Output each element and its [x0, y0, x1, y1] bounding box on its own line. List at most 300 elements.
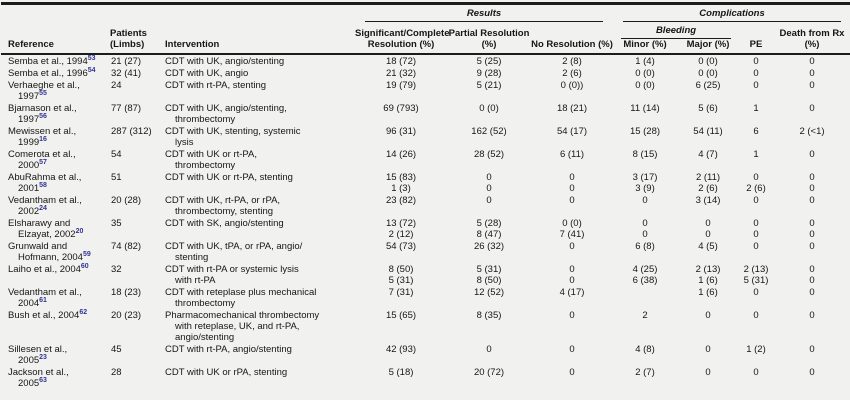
cell-minor-bleeding	[613, 102, 677, 125]
cell-line: 6 (38)	[632, 275, 658, 286]
cell-line: 54 (17)	[556, 126, 588, 137]
group-header-complications-label: Complications	[623, 8, 841, 22]
cell-death-from-rx	[773, 366, 850, 389]
cell-line: 20 (72)	[473, 367, 505, 378]
cell-line: 0	[809, 264, 815, 275]
table-row	[1, 148, 850, 171]
cell-line: 32 (41)	[111, 68, 142, 79]
cell-major-bleeding	[677, 343, 739, 366]
cell-reference	[1, 148, 105, 171]
column-header-partial-resolution: Partial Resolution (%)	[448, 28, 530, 50]
cell-line: 8 (47)	[476, 229, 502, 240]
cell-line: 0	[486, 172, 492, 183]
cell-death-from-rx	[773, 148, 850, 171]
cell-intervention	[163, 125, 355, 148]
cell-intervention	[163, 54, 355, 67]
cell-line: 0	[753, 218, 759, 229]
cell-line: 5 (31)	[743, 275, 769, 286]
cell-line: 7 (31)	[388, 287, 414, 298]
cell-line: 11 (14)	[630, 103, 660, 114]
cell-line: 0	[809, 310, 815, 321]
cell-death-from-rx	[773, 217, 850, 240]
cell-reference	[1, 240, 105, 263]
cell-partial-resolution	[447, 67, 531, 79]
cell-partial-resolution	[447, 79, 531, 102]
cell-minor-bleeding	[613, 263, 677, 286]
citation-link[interactable]: 60	[80, 262, 89, 270]
cell-no-resolution	[531, 286, 613, 309]
cell-major-bleeding	[677, 286, 739, 309]
citation-link[interactable]: 16	[39, 135, 47, 143]
cell-patients-limbs	[105, 67, 163, 79]
cell-line: 0	[809, 344, 815, 355]
table-row	[1, 54, 850, 67]
cell-partial-resolution	[447, 240, 531, 263]
reference-line: Verhaeghe et al.,	[8, 80, 80, 91]
cell-line: 5 (31)	[388, 275, 414, 286]
cell-partial-resolution	[447, 343, 531, 366]
citation-link[interactable]: 56	[39, 112, 47, 120]
cell-partial-resolution	[447, 366, 531, 389]
column-header-reference: Reference	[8, 39, 54, 50]
table-row	[1, 67, 850, 79]
cell-death-from-rx	[773, 171, 850, 194]
cell-line: 2 (12)	[388, 229, 414, 240]
reference-line: 1997$^{55}$	[18, 89, 47, 102]
cell-line: 28 (52)	[473, 149, 505, 160]
cell-patients-limbs	[105, 309, 163, 343]
cell-line: 5 (25)	[476, 56, 502, 67]
cell-line: 0	[642, 195, 648, 206]
cell-patients-limbs	[105, 366, 163, 389]
cell-pe	[739, 148, 773, 171]
cell-line: 0	[705, 218, 711, 229]
cell-reference	[1, 54, 105, 67]
cell-line: 287 (312)	[111, 126, 152, 137]
reference-line: 2000$^{57}$	[18, 158, 47, 171]
cell-line: 1 (3)	[391, 183, 411, 194]
cell-pe	[739, 343, 773, 366]
cell-line: 0	[753, 287, 759, 298]
citation-link[interactable]: 53	[87, 54, 96, 62]
cell-significant-resolution	[355, 217, 447, 240]
reference-line: Vedantham et al.,	[8, 287, 82, 298]
cell-line: 1 (4)	[635, 56, 655, 67]
cell-line: 2 (6)	[746, 183, 766, 194]
cell-line: 2 (8)	[562, 56, 582, 67]
cell-intervention	[163, 263, 355, 286]
cell-line: CDT with reteplase plus mechanical	[165, 287, 317, 298]
cell-reference	[1, 217, 105, 240]
cell-line: 0	[569, 183, 575, 194]
reference-line: 2005$^{23}$	[18, 353, 47, 366]
cell-minor-bleeding	[613, 343, 677, 366]
cell-line: 42 (93)	[385, 344, 417, 355]
cell-minor-bleeding	[613, 240, 677, 263]
cell-line: 0	[753, 241, 759, 252]
cell-minor-bleeding	[613, 217, 677, 240]
cell-minor-bleeding	[613, 125, 677, 148]
cell-line: 0 (0)	[635, 80, 655, 91]
cell-death-from-rx	[773, 286, 850, 309]
cell-line	[613, 287, 677, 298]
cell-line: 1 (6)	[698, 275, 718, 286]
cell-minor-bleeding	[613, 171, 677, 194]
cell-line: 0	[809, 183, 815, 194]
cell-partial-resolution	[447, 102, 531, 125]
cell-reference	[1, 263, 105, 286]
table-row	[1, 343, 850, 366]
cell-major-bleeding	[677, 309, 739, 343]
reference-line: 2002$^{24}$	[18, 204, 47, 217]
cell-significant-resolution	[355, 240, 447, 263]
cell-intervention	[163, 67, 355, 79]
cell-major-bleeding	[677, 148, 739, 171]
cell-partial-resolution	[447, 286, 531, 309]
study-table-body	[1, 54, 850, 389]
table-row	[1, 309, 850, 343]
cell-line: 0	[809, 229, 815, 240]
cell-no-resolution	[531, 54, 613, 67]
cell-line: 0	[753, 229, 759, 240]
reference-line: Comerota et al.,	[8, 149, 76, 160]
column-header-minor-bleeding: Minor (%)	[623, 39, 667, 50]
cell-line: 18 (21)	[556, 103, 588, 114]
cell-reference	[1, 171, 105, 194]
cell-partial-resolution	[447, 194, 531, 217]
reference-line: Semba et al., 1994$^{53}$	[8, 54, 96, 67]
table-row	[1, 79, 850, 102]
cell-line: 6 (8)	[635, 241, 655, 252]
cell-line: CDT with UK or rt-PA,	[165, 149, 258, 160]
cell-patients-limbs	[105, 125, 163, 148]
cell-significant-resolution	[355, 309, 447, 343]
cell-patients-limbs	[105, 171, 163, 194]
table-row	[1, 194, 850, 217]
cell-line: 6 (25)	[695, 80, 721, 91]
cell-intervention	[163, 366, 355, 389]
citation-link[interactable]: 23	[39, 353, 47, 361]
cell-pe	[739, 54, 773, 67]
cell-line: 5 (18)	[388, 367, 414, 378]
cell-line: 0	[569, 264, 575, 275]
cell-line: 1 (2)	[746, 344, 766, 355]
table-row	[1, 125, 850, 148]
cell-line: 0	[809, 80, 815, 91]
reference-line: Hofmann, 2004$^{59}$	[18, 250, 91, 263]
cell-death-from-rx	[773, 67, 850, 79]
cell-major-bleeding	[677, 54, 739, 67]
cell-intervention	[163, 240, 355, 263]
cell-death-from-rx	[773, 309, 850, 343]
cell-patients-limbs	[105, 263, 163, 286]
cell-line: 51	[111, 172, 122, 183]
cell-line: 0	[809, 241, 815, 252]
cell-line: 1	[753, 149, 759, 160]
cell-line: CDT with UK, angio/stenting,	[165, 103, 287, 114]
cell-line: stenting	[175, 252, 209, 263]
group-header-bleeding-label: Bleeding	[621, 25, 731, 39]
cell-death-from-rx	[773, 343, 850, 366]
cell-no-resolution	[531, 217, 613, 240]
cell-reference	[1, 125, 105, 148]
cell-line: 0 (0))	[560, 80, 584, 91]
reference-line: Mewissen et al.,	[8, 126, 77, 137]
cell-line: 20 (23)	[111, 310, 142, 321]
cell-significant-resolution	[355, 366, 447, 389]
cell-line: 18 (72)	[385, 56, 417, 67]
cell-patients-limbs	[105, 217, 163, 240]
cell-major-bleeding	[677, 102, 739, 125]
reference-line: Grunwald and	[8, 241, 68, 252]
cell-partial-resolution	[447, 217, 531, 240]
cell-line: 45	[111, 344, 122, 355]
cell-minor-bleeding	[613, 366, 677, 389]
group-header-bleeding	[613, 22, 739, 39]
cell-significant-resolution	[355, 343, 447, 366]
cell-death-from-rx	[773, 240, 850, 263]
cell-significant-resolution	[355, 67, 447, 79]
cell-line: 0	[569, 195, 575, 206]
column-header-significant-resolution: Significant/Complete Resolution (%)	[355, 28, 450, 50]
cell-line: 0	[809, 56, 815, 67]
cell-no-resolution	[531, 79, 613, 102]
cell-line: 0	[753, 80, 759, 91]
group-header-results	[355, 4, 613, 23]
cell-line: 1 (6)	[698, 287, 718, 298]
cell-major-bleeding	[677, 67, 739, 79]
cell-patients-limbs	[105, 102, 163, 125]
cell-line: 2 (13)	[695, 264, 721, 275]
reference-line: Semba et al., 1996$^{54}$	[8, 66, 96, 79]
study-results-table	[1, 2, 850, 389]
cell-line: 0	[486, 195, 492, 206]
cell-pe	[739, 67, 773, 79]
cell-major-bleeding	[677, 194, 739, 217]
reference-line: Jackson et al.,	[8, 367, 69, 378]
cell-no-resolution	[531, 67, 613, 79]
cell-significant-resolution	[355, 148, 447, 171]
cell-line: 5 (28)	[476, 218, 502, 229]
cell-line: angio/stenting	[175, 332, 235, 343]
column-header-pe: PE	[749, 39, 763, 50]
cell-minor-bleeding	[613, 79, 677, 102]
cell-intervention	[163, 217, 355, 240]
cell-reference	[1, 102, 105, 125]
reference-line: Vedantham et al.,	[8, 195, 82, 206]
cell-patients-limbs	[105, 148, 163, 171]
cell-pe	[739, 286, 773, 309]
cell-line: with reteplase, UK, and rt-PA,	[175, 321, 300, 332]
cell-reference	[1, 79, 105, 102]
cell-line: 4 (17)	[559, 287, 585, 298]
cell-line: thrombectomy	[175, 114, 236, 125]
citation-link[interactable]: 59	[82, 250, 91, 258]
cell-minor-bleeding	[613, 194, 677, 217]
cell-line: 35	[111, 218, 122, 229]
cell-line: CDT with UK, rt-PA, or rPA,	[165, 195, 281, 206]
cell-line: CDT with UK, stenting, systemic	[165, 126, 301, 137]
cell-line: 0	[809, 367, 815, 378]
reference-line: 1999$^{16}$	[18, 135, 47, 148]
cell-line: 0	[569, 275, 575, 286]
cell-line: 12 (52)	[473, 287, 505, 298]
cell-line: thrombectomy	[175, 160, 236, 171]
cell-line: 4 (8)	[635, 344, 655, 355]
table-row	[1, 102, 850, 125]
cell-death-from-rx	[773, 102, 850, 125]
cell-minor-bleeding	[613, 54, 677, 67]
cell-patients-limbs	[105, 240, 163, 263]
cell-line: 3 (9)	[635, 183, 655, 194]
column-header-intervention: Intervention	[165, 39, 220, 50]
cell-line: CDT with UK, angio	[165, 68, 249, 79]
cell-line: 0	[809, 68, 815, 79]
reference-line: Elzayat, 2002$^{20}$	[18, 227, 84, 240]
citation-link[interactable]: 63	[39, 376, 47, 384]
cell-line: 0	[753, 68, 759, 79]
citation-link[interactable]: 24	[39, 204, 47, 212]
citation-link[interactable]: 55	[39, 89, 47, 97]
cell-pe	[739, 366, 773, 389]
cell-reference	[1, 366, 105, 389]
cell-line: 0	[486, 183, 492, 194]
cell-line: 0	[753, 172, 759, 183]
cell-line: thrombectomy, stenting	[175, 206, 274, 217]
cell-line: lysis	[175, 137, 194, 148]
column-header-patients: Patients (Limbs)	[110, 28, 147, 50]
table-row	[1, 366, 850, 389]
cell-line: 2 (7)	[635, 367, 655, 378]
cell-no-resolution	[531, 309, 613, 343]
cell-major-bleeding	[677, 79, 739, 102]
citation-link[interactable]: 58	[39, 181, 47, 189]
cell-partial-resolution	[447, 263, 531, 286]
citation-link[interactable]: 61	[39, 296, 47, 304]
column-header-no-resolution: No Resolution (%)	[531, 39, 613, 50]
cell-line: 8 (35)	[476, 310, 502, 321]
cell-significant-resolution	[355, 54, 447, 67]
cell-major-bleeding	[677, 171, 739, 194]
cell-line: 0	[486, 344, 492, 355]
cell-patients-limbs	[105, 194, 163, 217]
cell-line: 0	[753, 195, 759, 206]
cell-line: 96 (31)	[385, 126, 417, 137]
cell-line: 4 (7)	[698, 149, 718, 160]
cell-line: 0	[809, 218, 815, 229]
cell-line: 13 (72)	[385, 218, 417, 229]
cell-line: 0	[809, 195, 815, 206]
reference-line: 1997$^{56}$	[18, 112, 47, 125]
cell-line: 14 (26)	[385, 149, 417, 160]
cell-intervention	[163, 286, 355, 309]
cell-no-resolution	[531, 366, 613, 389]
cell-minor-bleeding	[613, 67, 677, 79]
cell-line: thrombectomy	[175, 298, 236, 309]
cell-line: 162 (52)	[471, 126, 507, 137]
cell-line: 0	[705, 367, 711, 378]
cell-line: Pharmacomechanical thrombectomy	[165, 310, 320, 321]
cell-reference	[1, 194, 105, 217]
reference-line: Bjarnason et al.,	[8, 103, 77, 114]
cell-line: 0	[809, 149, 815, 160]
cell-line: 0	[809, 172, 815, 183]
reference-line: 2004$^{61}$	[18, 296, 47, 309]
cell-line: 0	[642, 218, 648, 229]
cell-line: CDT with UK or rt-PA, stenting	[165, 172, 293, 183]
cell-death-from-rx	[773, 54, 850, 67]
cell-line: 19 (79)	[385, 80, 417, 91]
table-row	[1, 171, 850, 194]
cell-reference	[1, 67, 105, 79]
citation-link[interactable]: 54	[87, 66, 96, 74]
cell-death-from-rx	[773, 125, 850, 148]
cell-intervention	[163, 148, 355, 171]
cell-major-bleeding	[677, 263, 739, 286]
cell-no-resolution	[531, 125, 613, 148]
cell-line: 2 (<1)	[799, 126, 825, 137]
cell-line: 23 (82)	[385, 195, 417, 206]
citation-link[interactable]: 20	[75, 227, 84, 235]
cell-line: 32	[111, 264, 122, 275]
citation-link[interactable]: 57	[39, 158, 47, 166]
cell-partial-resolution	[447, 148, 531, 171]
cell-line: 77 (87)	[111, 103, 142, 114]
cell-line: 5 (6)	[698, 103, 718, 114]
cell-line: 21 (27)	[111, 56, 142, 67]
cell-major-bleeding	[677, 366, 739, 389]
table-row	[1, 217, 850, 240]
cell-line: 0	[753, 56, 759, 67]
cell-line: 0	[705, 229, 711, 240]
cell-line: 8 (50)	[476, 275, 502, 286]
cell-no-resolution	[531, 102, 613, 125]
cell-no-resolution	[531, 263, 613, 286]
cell-line: 0	[753, 310, 759, 321]
cell-line: 2 (6)	[698, 183, 718, 194]
reference-line: Bush et al., 2004$^{62}$	[8, 308, 88, 321]
citation-link[interactable]: 62	[79, 308, 88, 316]
cell-line: 0 (0)	[698, 68, 718, 79]
cell-line: 0	[569, 310, 575, 321]
cell-line: with rt-PA	[175, 275, 216, 286]
cell-line: 0	[705, 344, 711, 355]
group-header-results-label: Results	[365, 8, 603, 22]
cell-line: CDT with rt-PA or systemic lysis	[165, 264, 299, 275]
cell-significant-resolution	[355, 286, 447, 309]
cell-reference	[1, 309, 105, 343]
cell-reference	[1, 343, 105, 366]
cell-line: 0	[809, 103, 815, 114]
cell-pe	[739, 309, 773, 343]
table-header	[1, 4, 850, 55]
cell-line: 0 (0)	[698, 56, 718, 67]
cell-no-resolution	[531, 240, 613, 263]
cell-line: 0	[569, 344, 575, 355]
cell-line: 15 (83)	[385, 172, 417, 183]
reference-line: AbuRahma et al.,	[8, 172, 82, 183]
cell-significant-resolution	[355, 125, 447, 148]
cell-major-bleeding	[677, 240, 739, 263]
table-row	[1, 263, 850, 286]
cell-line: 4 (5)	[698, 241, 718, 252]
cell-patients-limbs	[105, 79, 163, 102]
cell-significant-resolution	[355, 79, 447, 102]
cell-significant-resolution	[355, 102, 447, 125]
cell-line: 0	[569, 367, 575, 378]
cell-line: 9 (28)	[476, 68, 502, 79]
cell-line: 0 (0)	[562, 218, 582, 229]
